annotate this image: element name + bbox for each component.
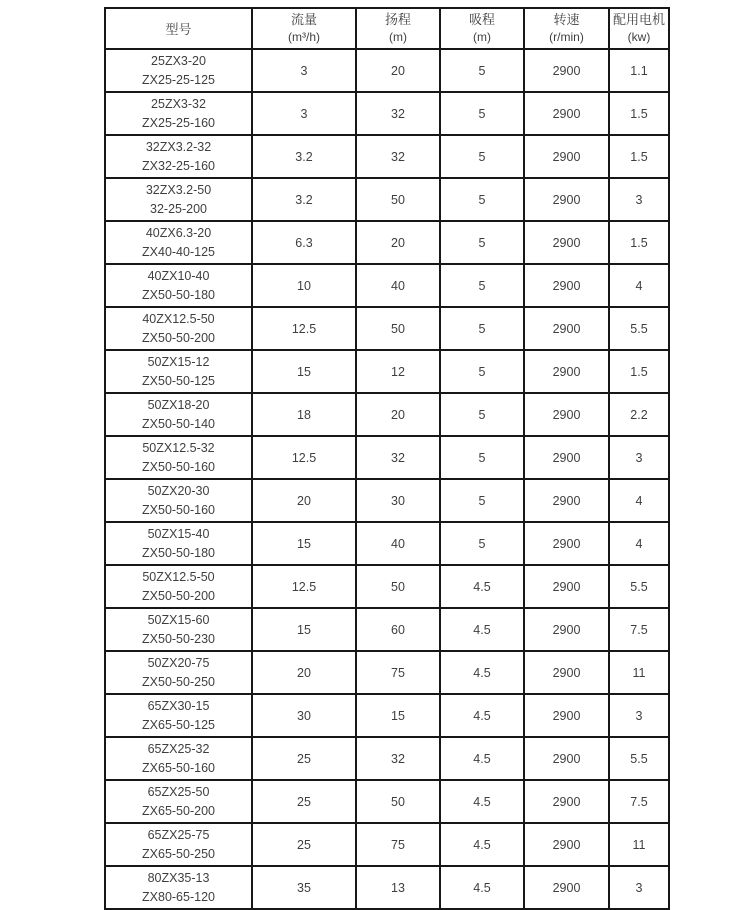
model-line-2: ZX65-50-125 [142, 717, 215, 732]
table-row [105, 135, 669, 178]
motor-cell: 4 [609, 479, 669, 522]
motor-cell: 2.2 [609, 393, 669, 436]
model-line-2: ZX25-25-160 [142, 115, 215, 130]
model-line-2: ZX50-50-200 [142, 588, 215, 603]
header-row [105, 8, 669, 49]
header-flow-unit: (m³/h) [288, 30, 320, 44]
motor-cell: 5.5 [609, 737, 669, 780]
suction-cell: 5 [440, 49, 524, 92]
table-body [105, 49, 669, 909]
model-cell [105, 737, 252, 780]
head-cell: 30 [356, 479, 440, 522]
head-cell: 12 [356, 350, 440, 393]
speed-cell: 2900 [524, 49, 609, 92]
model-cell [105, 221, 252, 264]
head-cell: 20 [356, 221, 440, 264]
speed-cell: 2900 [524, 92, 609, 135]
suction-cell: 5 [440, 178, 524, 221]
header-speed [524, 8, 609, 49]
table-row [105, 608, 669, 651]
header-motor [609, 8, 669, 49]
model-cell [105, 350, 252, 393]
model-cell [105, 178, 252, 221]
model-line-2: ZX32-25-160 [142, 158, 215, 173]
model-line-2: ZX50-50-200 [142, 330, 215, 345]
model-line-2: ZX40-40-125 [142, 244, 215, 259]
flow-cell: 25 [252, 780, 356, 823]
model-line-2: ZX65-50-250 [142, 846, 215, 861]
model-line-2: ZX65-50-200 [142, 803, 215, 818]
flow-cell: 12.5 [252, 436, 356, 479]
flow-cell: 3.2 [252, 178, 356, 221]
model-cell [105, 264, 252, 307]
table-row [105, 694, 669, 737]
model-line-1: 40ZX12.5-50 [142, 311, 215, 326]
speed-cell: 2900 [524, 522, 609, 565]
flow-cell: 30 [252, 694, 356, 737]
header-motor-label: 配用电机 [612, 12, 665, 27]
header-suction [440, 8, 524, 49]
table-row [105, 436, 669, 479]
model-cell [105, 393, 252, 436]
model-line-1: 65ZX25-32 [147, 741, 210, 756]
head-cell: 50 [356, 780, 440, 823]
motor-cell: 1.1 [609, 49, 669, 92]
suction-cell: 5 [440, 393, 524, 436]
flow-cell: 15 [252, 350, 356, 393]
speed-cell: 2900 [524, 178, 609, 221]
model-cell [105, 866, 252, 909]
speed-cell: 2900 [524, 780, 609, 823]
model-line-2: ZX50-50-125 [142, 373, 215, 388]
head-cell: 13 [356, 866, 440, 909]
header-speed-label: 转速 [553, 12, 580, 27]
head-cell: 32 [356, 436, 440, 479]
model-line-1: 50ZX20-75 [147, 655, 210, 670]
model-cell [105, 608, 252, 651]
model-line-1: 40ZX10-40 [147, 268, 210, 283]
table-header [105, 8, 669, 49]
model-line-2: ZX50-50-160 [142, 459, 215, 474]
header-suction-label: 吸程 [468, 12, 495, 27]
flow-cell: 35 [252, 866, 356, 909]
head-cell: 32 [356, 135, 440, 178]
table-row [105, 49, 669, 92]
model-line-1: 32ZX3.2-32 [145, 139, 212, 154]
flow-cell: 15 [252, 522, 356, 565]
model-line-2: ZX50-50-180 [142, 545, 215, 560]
model-line-1: 40ZX6.3-20 [145, 225, 212, 240]
head-cell: 15 [356, 694, 440, 737]
model-line-1: 65ZX25-75 [147, 827, 210, 842]
motor-cell: 1.5 [609, 92, 669, 135]
speed-cell: 2900 [524, 608, 609, 651]
suction-cell: 5 [440, 436, 524, 479]
model-cell [105, 92, 252, 135]
model-line-1: 50ZX15-12 [147, 354, 210, 369]
flow-cell: 25 [252, 737, 356, 780]
header-flow-label: 流量 [290, 12, 317, 27]
head-cell: 32 [356, 92, 440, 135]
table-row [105, 651, 669, 694]
motor-cell: 3 [609, 866, 669, 909]
speed-cell: 2900 [524, 393, 609, 436]
flow-cell: 12.5 [252, 565, 356, 608]
header-model [105, 8, 252, 49]
header-head [356, 8, 440, 49]
suction-cell: 5 [440, 264, 524, 307]
table-row [105, 866, 669, 909]
speed-cell: 2900 [524, 651, 609, 694]
table-row [105, 307, 669, 350]
model-line-1: 50ZX15-40 [147, 526, 210, 541]
flow-cell: 6.3 [252, 221, 356, 264]
table-row [105, 522, 669, 565]
model-cell [105, 49, 252, 92]
head-cell: 32 [356, 737, 440, 780]
speed-cell: 2900 [524, 823, 609, 866]
table-row [105, 780, 669, 823]
model-line-2: 32-25-200 [150, 201, 207, 216]
speed-cell: 2900 [524, 221, 609, 264]
motor-cell: 3 [609, 436, 669, 479]
speed-cell: 2900 [524, 350, 609, 393]
model-line-2: ZX50-50-250 [142, 674, 215, 689]
suction-cell: 5 [440, 221, 524, 264]
flow-cell: 10 [252, 264, 356, 307]
model-cell [105, 135, 252, 178]
suction-cell: 5 [440, 522, 524, 565]
suction-cell: 4.5 [440, 608, 524, 651]
head-cell: 50 [356, 307, 440, 350]
motor-cell: 5.5 [609, 565, 669, 608]
model-line-1: 65ZX25-50 [147, 784, 210, 799]
suction-cell: 4.5 [440, 866, 524, 909]
suction-cell: 4.5 [440, 651, 524, 694]
head-cell: 40 [356, 522, 440, 565]
model-line-1: 32ZX3.2-50 [145, 182, 212, 197]
model-cell [105, 565, 252, 608]
model-line-1: 50ZX20-30 [147, 483, 210, 498]
model-line-2: ZX25-25-125 [142, 72, 215, 87]
suction-cell: 4.5 [440, 694, 524, 737]
model-line-1: 65ZX30-15 [147, 698, 210, 713]
motor-cell: 1.5 [609, 135, 669, 178]
suction-cell: 5 [440, 479, 524, 522]
model-cell [105, 780, 252, 823]
model-cell [105, 823, 252, 866]
model-cell [105, 651, 252, 694]
model-cell [105, 694, 252, 737]
model-line-2: ZX50-50-180 [142, 287, 215, 302]
suction-cell: 5 [440, 350, 524, 393]
model-cell [105, 307, 252, 350]
speed-cell: 2900 [524, 694, 609, 737]
model-line-2: ZX50-50-160 [142, 502, 215, 517]
motor-cell: 4 [609, 264, 669, 307]
flow-cell: 25 [252, 823, 356, 866]
motor-cell: 1.5 [609, 221, 669, 264]
head-cell: 20 [356, 49, 440, 92]
head-cell: 60 [356, 608, 440, 651]
suction-cell: 5 [440, 307, 524, 350]
head-cell: 75 [356, 823, 440, 866]
model-line-1: 50ZX18-20 [147, 397, 210, 412]
head-cell: 20 [356, 393, 440, 436]
table-row [105, 565, 669, 608]
speed-cell: 2900 [524, 307, 609, 350]
table-row [105, 737, 669, 780]
motor-cell: 1.5 [609, 350, 669, 393]
model-line-1: 25ZX3-20 [151, 53, 206, 68]
model-line-2: ZX50-50-230 [142, 631, 215, 646]
motor-cell: 5.5 [609, 307, 669, 350]
table-row [105, 350, 669, 393]
model-cell [105, 522, 252, 565]
motor-cell: 3 [609, 694, 669, 737]
model-line-1: 50ZX12.5-50 [142, 569, 215, 584]
motor-cell: 11 [609, 651, 669, 694]
flow-cell: 3 [252, 92, 356, 135]
table-row [105, 92, 669, 135]
table-row [105, 479, 669, 522]
pump-spec-table [104, 7, 670, 910]
table-row [105, 264, 669, 307]
suction-cell: 4.5 [440, 780, 524, 823]
suction-cell: 4.5 [440, 737, 524, 780]
model-cell [105, 436, 252, 479]
speed-cell: 2900 [524, 479, 609, 522]
suction-cell: 4.5 [440, 565, 524, 608]
speed-cell: 2900 [524, 737, 609, 780]
speed-cell: 2900 [524, 866, 609, 909]
flow-cell: 20 [252, 651, 356, 694]
flow-cell: 15 [252, 608, 356, 651]
header-speed-unit: (r/min) [549, 30, 584, 44]
speed-cell: 2900 [524, 135, 609, 178]
flow-cell: 18 [252, 393, 356, 436]
flow-cell: 12.5 [252, 307, 356, 350]
motor-cell: 7.5 [609, 608, 669, 651]
flow-cell: 20 [252, 479, 356, 522]
suction-cell: 4.5 [440, 823, 524, 866]
flow-cell: 3.2 [252, 135, 356, 178]
suction-cell: 5 [440, 92, 524, 135]
model-line-2: ZX50-50-140 [142, 416, 215, 431]
speed-cell: 2900 [524, 264, 609, 307]
model-line-1: 80ZX35-13 [147, 870, 210, 885]
suction-cell: 5 [440, 135, 524, 178]
header-head-unit: (m) [389, 30, 407, 44]
speed-cell: 2900 [524, 436, 609, 479]
model-line-2: ZX80-65-120 [142, 889, 215, 904]
table-row [105, 823, 669, 866]
model-line-2: ZX65-50-160 [142, 760, 215, 775]
table-row [105, 178, 669, 221]
header-motor-unit: (kw) [627, 30, 651, 44]
header-flow [252, 8, 356, 49]
model-line-1: 50ZX12.5-32 [142, 440, 215, 455]
head-cell: 75 [356, 651, 440, 694]
model-line-1: 25ZX3-32 [151, 96, 206, 111]
motor-cell: 4 [609, 522, 669, 565]
model-cell [105, 479, 252, 522]
head-cell: 50 [356, 565, 440, 608]
table-row [105, 221, 669, 264]
motor-cell: 7.5 [609, 780, 669, 823]
head-cell: 40 [356, 264, 440, 307]
header-model-label: 型号 [165, 21, 192, 37]
table-row [105, 393, 669, 436]
speed-cell: 2900 [524, 565, 609, 608]
head-cell: 50 [356, 178, 440, 221]
header-head-label: 扬程 [384, 12, 411, 27]
motor-cell: 11 [609, 823, 669, 866]
header-suction-unit: (m) [473, 30, 491, 44]
motor-cell: 3 [609, 178, 669, 221]
model-line-1: 50ZX15-60 [147, 612, 210, 627]
flow-cell: 3 [252, 49, 356, 92]
